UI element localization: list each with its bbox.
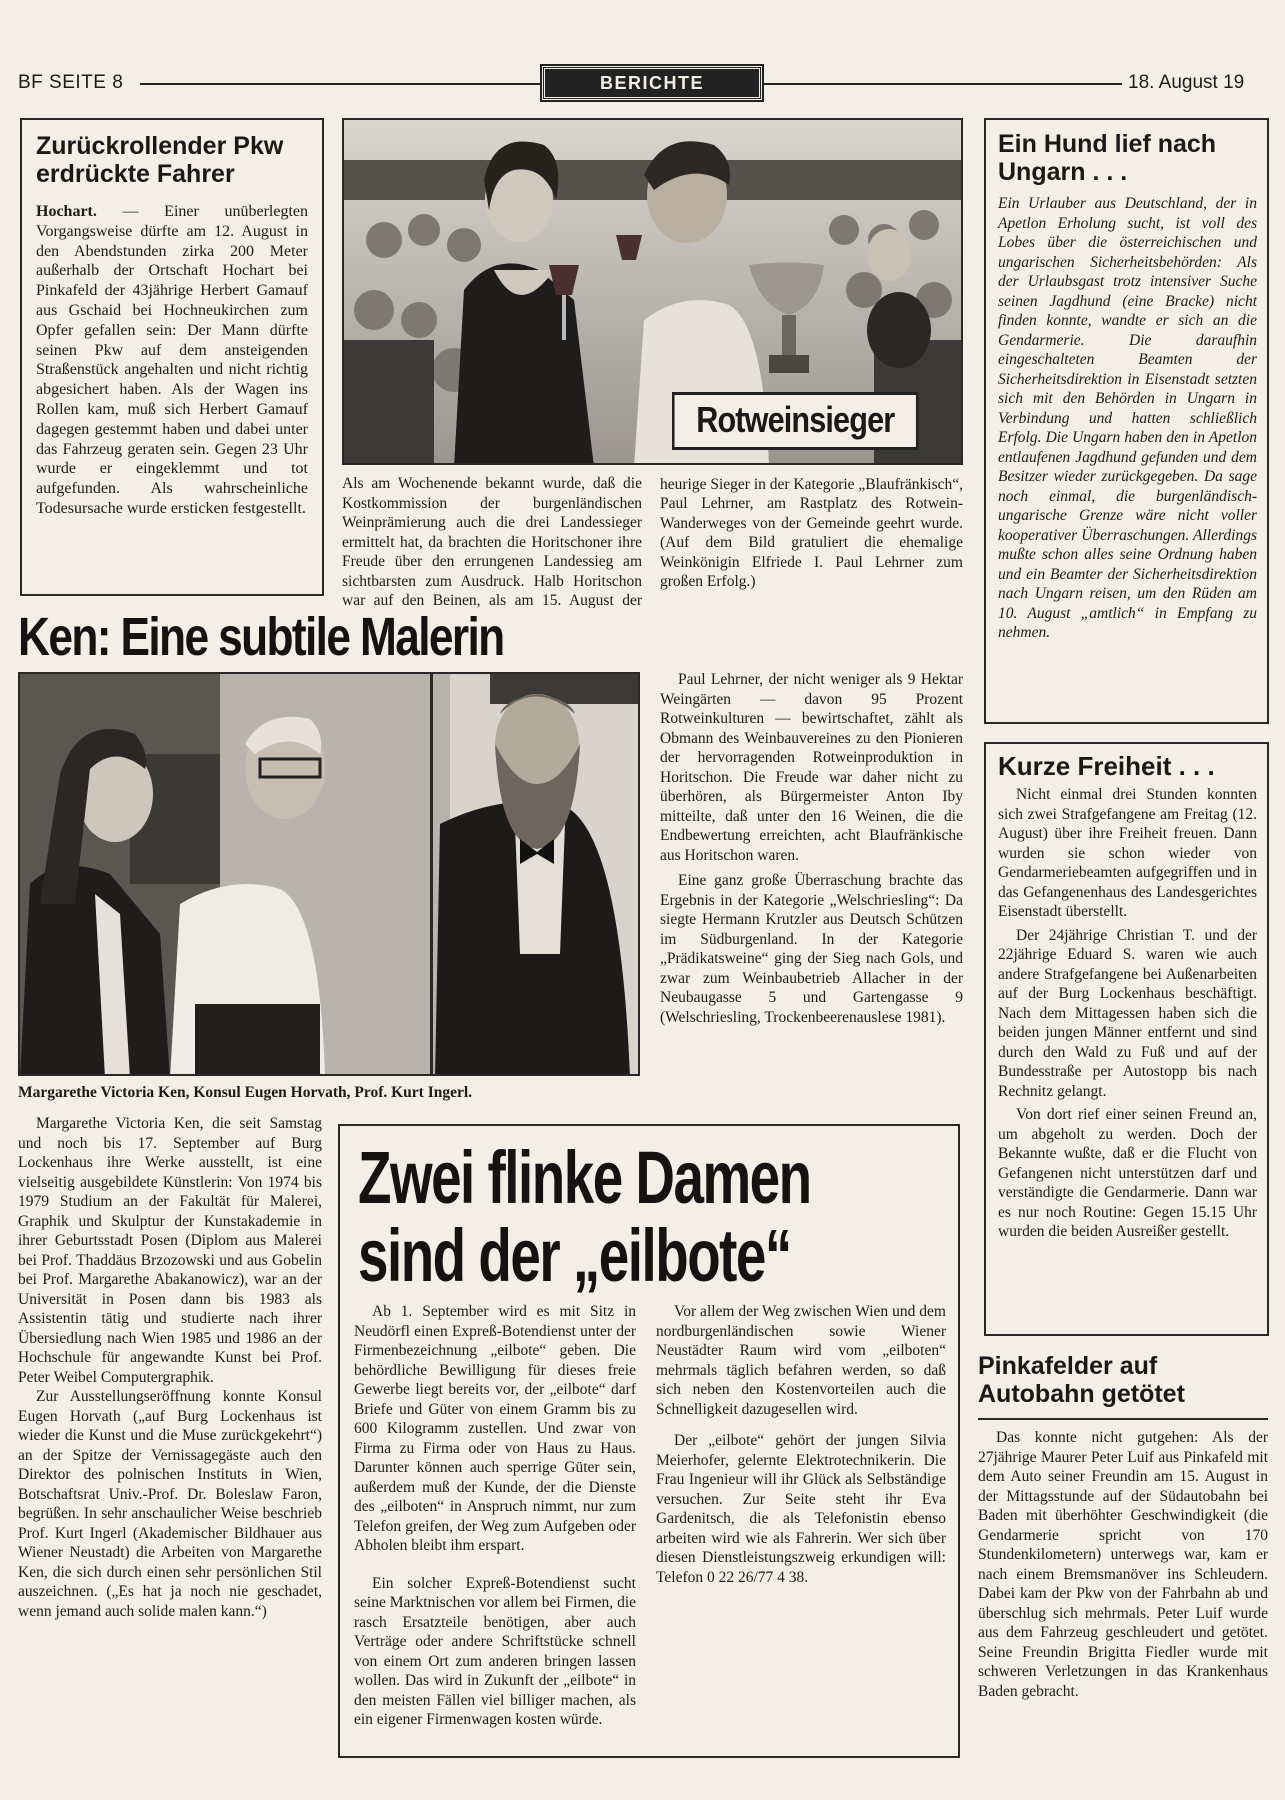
article-pinkafelder-rule <box>978 1418 1268 1420</box>
article-freiheit-headline: Kurze Freiheit . . . <box>998 751 1215 781</box>
article-freiheit-p1: Nicht einmal drei Stunden konnten sich zwei Strafgefangene am Freitag (12. August) über ihre Freiheit freuen. Dann wurden sie schon wieder von Gendarmeriebeamten aufgegriffen und in das Gefangenenhaus des Landesgerichtes Eisenstadt überstellt. <box>998 786 1257 921</box>
article-freiheit-body <box>998 785 1257 1242</box>
section-label: BERICHTE <box>542 66 762 100</box>
photo-wine-winner <box>342 118 963 465</box>
article-wine-col-1 <box>342 474 642 608</box>
article-pkw-dateline: Hochart. <box>36 203 97 220</box>
page-number: BF SEITE 8 <box>18 72 124 93</box>
article-eilbote-p4: Der „eilbote“ gehört der jungen Silvia Meierhofer, gelernte Elektrotechnikerin. Die Frau Ingenieur will ihr Glück als Selbständige versuchen. Zur Seite steht ihr Eva Gardenitsch, die als Telefonistin ebenso arbeiten wird wie als Fahrerin. Wer sich über diesen Dienstleistungszweig erkundigen will: Telefon 0 22 26/77 4 38. <box>656 1432 946 1586</box>
issue-date: 18. August 19 <box>1128 72 1245 93</box>
article-pkw-headline: Zurückrollender Pkw erdrückte Fahrer <box>36 132 284 188</box>
article-wine-continued <box>660 474 963 670</box>
article-freiheit-p2: Der 24jährige Christian T. und der 22jährige Eduard S. waren wie auch andere Strafgefangene bei Außenarbeiten auf der Burg Lockenhaus beschäftigt. Nach dem Mittagessen haben sich die beiden jungen Männer entfernt und sind durch den Wald zu Fuß und auf der Bundesstraße per Autostopp bis nach Rechnitz gelangt. <box>998 926 1257 1100</box>
article-wine-p3: Eine ganz große Überraschung brachte das Ergebnis in der Kategorie „Welschriesling“: Da siegte Hermann Krutzler aus Deutsch Schützen im Südburgenland. In der Kategorie „Prädikatsweine“ ging der Sieg nach Gols, und zwar zum Weinbaubetrieb Allacher in der Neubaugasse 5 und Gartengasse 9 (Welschriesling, Trockenbeerenauslese 1981). <box>660 872 963 1026</box>
article-pinkafelder-text: Das konnte nicht gutgehen: Als der 27jährige Maurer Peter Luif aus Pinkafeld mit dem Auto seiner Freundin am 15. August in der Mittagsstunde auf der Südautobahn bei Baden mit überhöhter Geschwindigkeit (die Gendarmerie spricht von 170 Stundenkilometern) unterwegs war, kam er nach einem Bremsmanöver ins Schleudern. Dabei kam der Pkw von der Fahrbahn ab und überschlug sich mehrmals. Peter Luif wurde aus dem Fahrzeug geschleudert und getötet. Seine Freundin Brigitta Fiedler wurde mit schweren Verletzungen in das Krankenhaus Baden gebracht. <box>978 1429 1268 1700</box>
article-ken-p2: Zur Ausstellungseröffnung konnte Konsul Eugen Horvath („auf Burg Lockenhaus ist wieder die Kunst und die Muse zurückgekehrt“) an der Spitze der Vernissagegäste auch den Direktor des polnischen Instituts in Wien, Botschaftsrat Univ.-Prof. Dr. Boleslaw Faron, begrüßen. In sehr anschaulicher Weise beschrieb Prof. Kurt Ingerl (Akademischer Bildhauer aus Wiener Neustadt) die Arbeiten von Margarethe Ken, die sich durch einen sehr persönlichen Stil auszeichnen. („Es hat ja noch nie geschadet, wenn jemand auch solide malen kann.“) <box>18 1388 322 1620</box>
article-eilbote-columns <box>354 1302 944 1752</box>
article-hund-headline: Ein Hund lief nach Ungarn . . . <box>998 130 1217 186</box>
article-eilbote-headline-1: Zwei flinke Damen <box>358 1136 811 1219</box>
article-pkw <box>20 118 324 596</box>
photo-ken-vernissage <box>18 672 640 1076</box>
article-wine-flow <box>660 474 963 592</box>
article-wine-text-1: Als am Wochenende bekannt wurde, daß die Kostkommission der burgenländischen Weinprämierung auch die drei Landessieger ermittelt hat, da brachten die Horitschoner ihre Freude über den errungenen Landessieg am sichtbarsten zum Ausdruck. Halb Horitschon war auf den Beinen, als am 15. August der <box>342 475 642 608</box>
article-pinkafelder-body <box>978 1428 1268 1788</box>
article-freiheit-p3: Von dort rief einer seinen Freund an, um abgeholt zu werden. Doch der Bekannte wußte, daß er die Flucht von Gefangenen nicht unterstützen darf und verständigte die Gendarmerie. Dann war es nur noch Routine: Gegen 15.15 Uhr wurden die beiden Ausreißer gestellt. <box>998 1106 1257 1241</box>
article-wine-p2: Paul Lehrner, der nicht weniger als 9 Hektar Weingärten — davon 95 Prozent Rotweinkulturen — bewirtschaftet, zählt als Obmann des Weinbauvereines zu den Pionieren der hervorragenden Rotweinproduktion in Horitschon. Die Freude war daher nicht zu überhören, als Bürgermeister Anton Iby mitteilte, daß unter den 16 Weinen, die die Endbewertung erreichten, acht Blaufränkische aus Horitschon waren. <box>660 671 963 864</box>
article-pkw-body <box>36 202 308 519</box>
article-ken-body <box>18 1114 322 1790</box>
article-pinkafelder-headline: Pinkafelder auf Autobahn getötet <box>978 1352 1185 1408</box>
article-eilbote-col-1 <box>354 1302 636 1752</box>
article-pkw-text: — Einer unüberlegten Vorgangsweise dürfte am 12. August in den Abendstunden zirka 200 Meter außerhalb der Ortschaft Hochart bei Pinkafeld der 43jährige Herbert Gamauf aus Gschaid bei Hochneukirchen zum Opfer gefallen sein: Der Mann dürfte seinen Pkw auf dem ansteigenden Straßenstück angehalten und nicht richtig abgesichert haben. Als der Wagen ins Rollen kam, muß sich Herbert Gamauf dagegen gestemmt haben und dabei unter das Fahrzeug geraten sein. Gegen 23 Uhr wurde er eingeklemmt und tot aufgefunden. Als wahrscheinliche Todesursache wurde ersticken festgestellt. <box>36 203 309 517</box>
article-hund-body: Ein Urlauber aus Deutschland, der in Apetlon Erholung sucht, ist voll des Lobes über die österreichischen und ungarischen Sicherheitsbehörden: Als der Urlaubsgast trotz intensiver Suche seinen Jagdhund (eine Bracke) nicht finden konnte, wandte er sich an die Gendarmerie. Die daraufhin eingeschalteten Beamten der Sicherheitsdirektion in Eisenstadt setzten sich mit den Behörden in Ungarn in Verbindung und hatten schließlich Erfolg. Die Ungarn haben den in Apetlon entlaufenen Jagdhund gefunden und dem Besitzer wieder zurückgegeben. Da sage noch einmal, die burgenländisch-ungarische Grenze wäre nicht voller kooperativer Überraschungen. Allerdings mußte schon alles seine Ordnung haben und ein Beamter der Sicherheitsdirektion nach Ungarn reisen, um den Rüden am 10. August „amtlich“ in Empfang zu nehmen. <box>998 195 1257 641</box>
article-eilbote-p3: Vor allem der Weg zwischen Wien und dem nordburgenländischen sowie Wiener Neustädter Raum wird vom „eilboten“ mehrmals täglich befahren werden, so daß sich neben den Kostenvorteilen auch die Schnelligkeit dazugesellen wird. <box>656 1303 946 1418</box>
photo-ken-caption: Margarethe Victoria Ken, Konsul Eugen Horvath, Prof. Kurt Ingerl. <box>18 1084 473 1101</box>
article-wine-col-2 <box>660 474 963 1114</box>
article-eilbote-headline-2: sind der „eilbote“ <box>358 1214 791 1297</box>
photo-wine-label: Rotweinsieger <box>672 392 919 450</box>
article-wine-text-flow: heurige Sieger in der Kategorie „Blaufränkisch“, Paul Lehrner, am Rastplatz des Rotwein-Wanderweges von der Gemeinde geehrt wurde. (Auf dem Bild gratuliert die ehemalige Weinkönigin Elfriede I. Paul Lehrner zum großen Erfolg.) <box>660 475 963 590</box>
article-freiheit <box>984 742 1269 1336</box>
article-eilbote-headline <box>354 1132 944 1302</box>
article-eilbote <box>338 1124 960 1758</box>
header-rule-right <box>762 83 1122 85</box>
article-ken-p1: Margarethe Victoria Ken, die seit Samstag und noch bis 17. September auf Burg Lockenhaus ihre Werke ausstellt, ist eine vielseitig ausgebildete Künstlerin: Von 1974 bis 1979 Studium an der Fakultät für Malerei, Graphik und Skulptur der Kunstakademie in ihrer Geburtsstadt Posen (Diplom aus Malerei bei Prof. Thaddäus Brzozowski und aus Gobelin bei Prof. Margarethe Abakanowicz), war an der Universität in Posen dann bis 1983 als Assistentin tätig und studierte nach ihrer Übersiedlung nach Wien 1985 und 1986 an der Hochschule für angewandte Kunst bei Prof. Peter Weibel Computergraphik. <box>18 1115 322 1386</box>
article-hund <box>984 118 1269 724</box>
article-eilbote-p2: Ein solcher Expreß-Botendienst sucht seine Marktnischen vor allem bei Firmen, die rasch Ersatzteile benötigen, aber auch Verträge oder andere Schriftstücke schnell von einem Ort zum anderen bringen lassen wollen. Das wird in Zukunft der „eilbote“ in den meisten Fällen viel billiger machen, als ein eigener Firmenwagen kosten würde. <box>354 1574 636 1728</box>
photo-ken-image <box>20 674 640 1076</box>
header-rule-left <box>140 83 540 85</box>
article-eilbote-col-2 <box>656 1302 946 1752</box>
article-ken-headline: Ken: Eine subtile Malerin <box>18 607 504 667</box>
article-eilbote-p1: Ab 1. September wird es mit Sitz in Neudörfl einen Expreß-Botendienst unter der Firmenbezeichnung „eilbote“ geben. Die behördliche Bewilligung für dieses freie Gewerbe liegt bereits vor, der „eilbote“ darf Briefe und Güter von einem Gramm bis zu 600 Kilogramm zustellen. Und zwar von Firma zu Firma oder von Haus zu Haus. Darunter können auch sperrige Güter sein, außerdem muß der Kunde, der die Dienste des „eilboten“ in Anspruch nimmt, nur zum Telefon greifen, der Weg zum Aufgeben oder Abholen bleibt ihm erspart. <box>354 1303 636 1554</box>
